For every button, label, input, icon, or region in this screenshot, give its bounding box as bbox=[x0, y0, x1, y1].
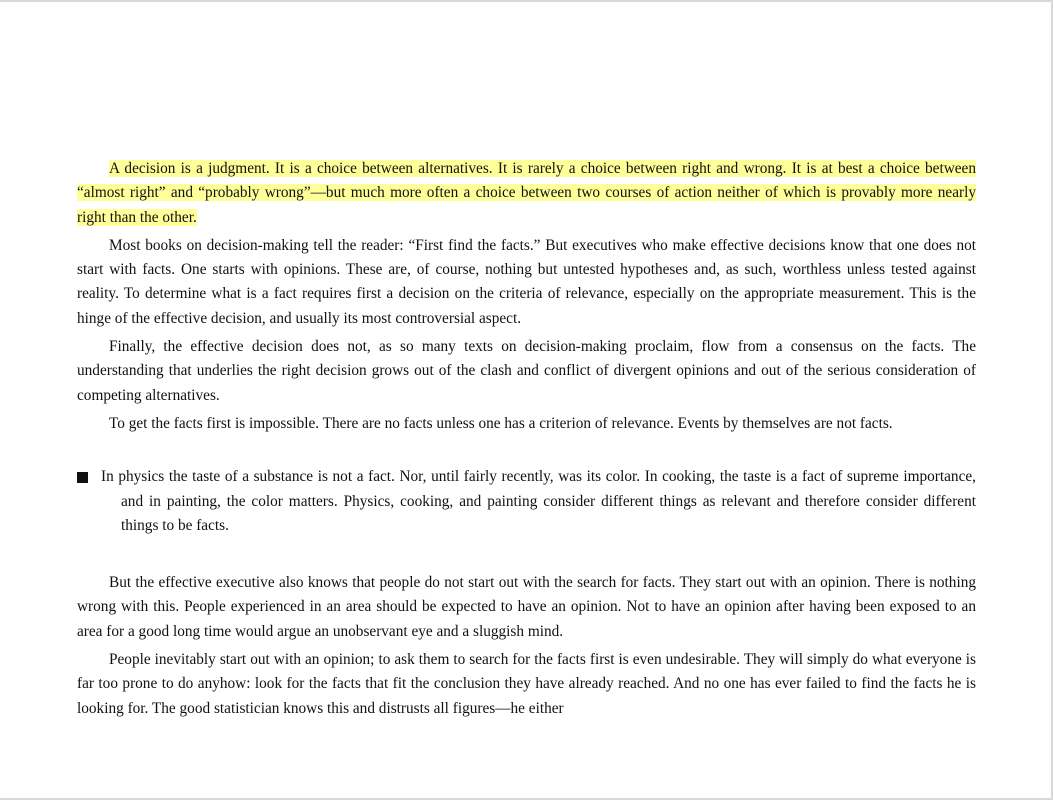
bullet-text: In physics the taste of a substance is not a fact. Nor, until fairly recently, was its color. In cooking, the taste is a fact of supreme importance, and in painting, the color matters. Physics, cooking, and painting consider different things as relevant and therefore consider different things to be facts. bbox=[101, 468, 976, 534]
paragraph: To get the facts first is impossible. There are no facts unless one has a criterion of relevance. Events by themselves are not facts. bbox=[109, 414, 893, 432]
square-bullet-icon bbox=[77, 472, 88, 483]
highlight-span: A decision is a judgment. It is a choice between alternatives. It is rarely a choice between right and wrong. It is at best a choice between “almost right” and “probably wrong”—but much more often a choice between two courses of action neither of which is provably more nearly right than the other. bbox=[77, 160, 976, 226]
paragraph: Finally, the effective decision does not, as so many texts on decision-making proclaim, flow from a consensus on the facts. The understanding that underlies the right decision grows out of the clash and conflict of divergent opinions and out of the serious consideration of competing alternatives. bbox=[77, 338, 976, 404]
paragraph-highlighted[interactable] bbox=[77, 157, 976, 230]
paragraph: Most books on decision-making tell the reader: “First find the facts.” But executives who make effective decisions know that one does not start with facts. One starts with opinions. These are, of course, nothing but untested hypotheses and, as such, worthless unless tested against reality. To determine what is a fact requires first a decision on the criteria of relevance, especially on the appropriate measurement. This is the hinge of the effective decision, and usually its most controversial aspect. bbox=[77, 236, 976, 327]
document-body bbox=[77, 157, 976, 721]
paragraph: But the effective executive also knows that people do not start out with the search for facts. They start out with an opinion. There is nothing wrong with this. People experienced in an area should be expected to have an opinion. Not to have an opinion after having been exposed to an area for a good long time would argue an unobservant eye and a sluggish mind. bbox=[77, 574, 976, 640]
bullet-list-item bbox=[77, 465, 976, 538]
paragraph: People inevitably start out with an opinion; to ask them to search for the facts first is even undesirable. They will simply do what everyone is far too prone to do anyhow: look for the facts that fit the conclusion they have already reached. And no one has ever failed to find the facts he is looking for. The good statistician knows this and distrusts all figures—he either bbox=[77, 651, 976, 717]
paragraphs-after-bullet bbox=[77, 571, 976, 721]
